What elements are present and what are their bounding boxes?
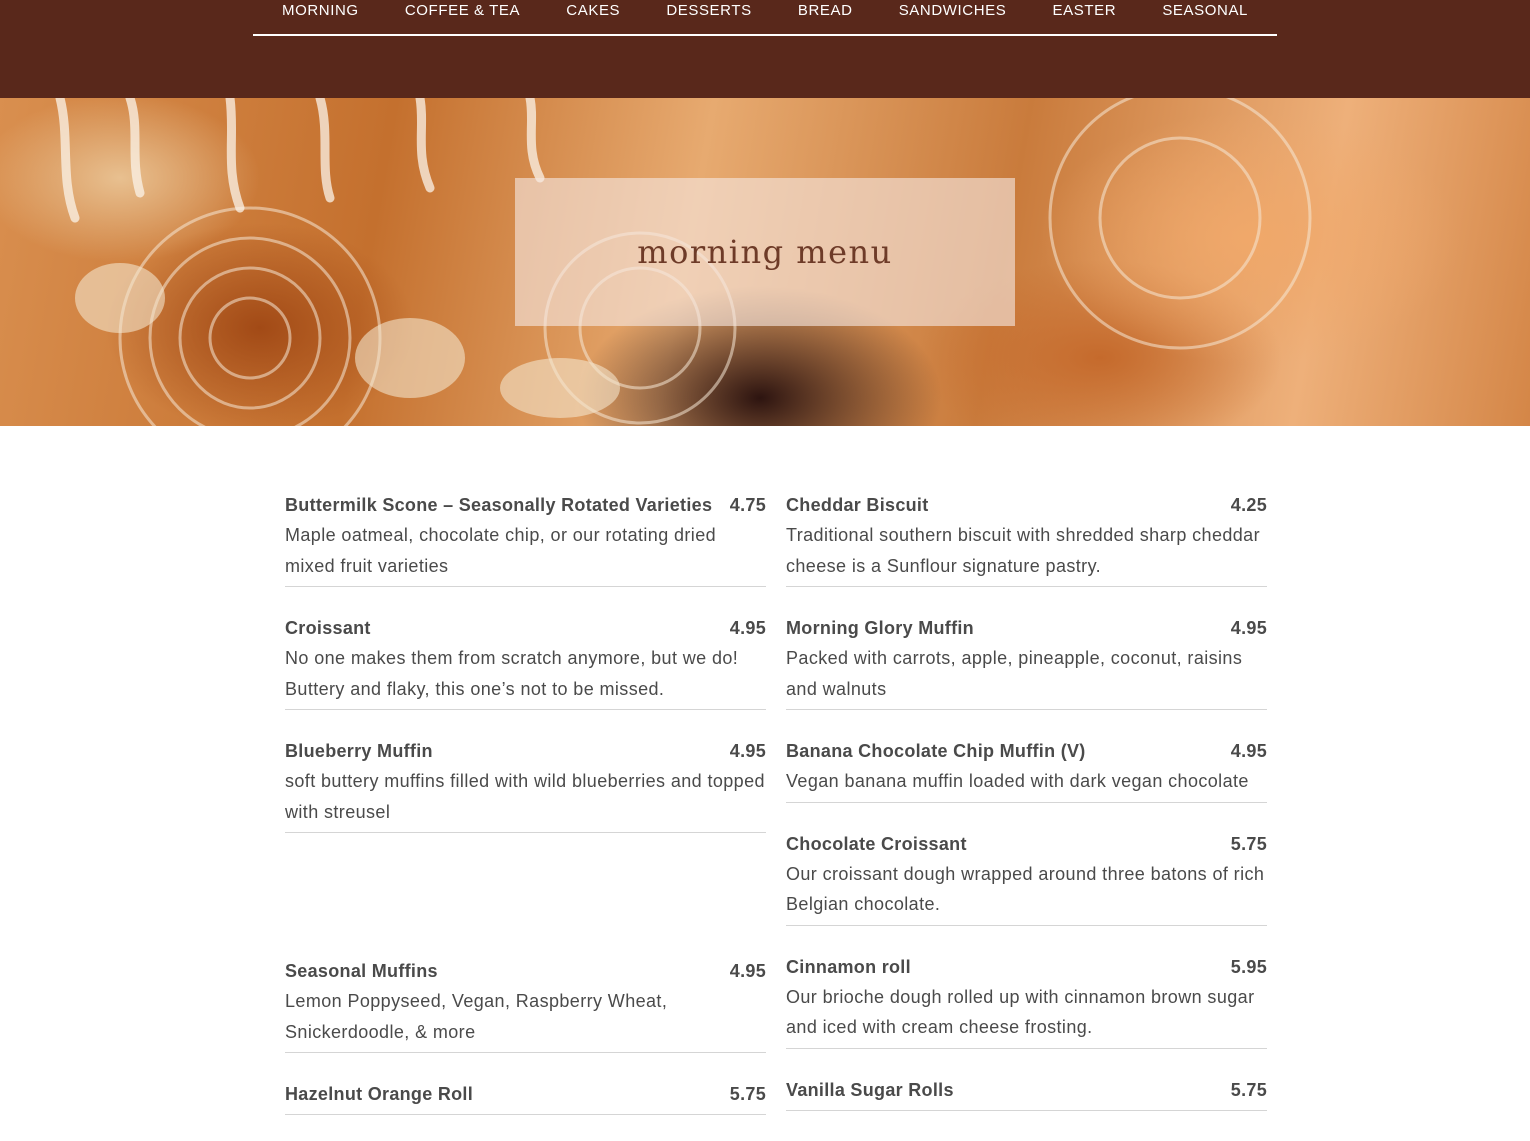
item-description: Vegan banana muffin loaded with dark vegan chocolate bbox=[786, 771, 1249, 791]
item-name: Cinnamon roll bbox=[786, 956, 911, 977]
nav-bread[interactable]: BREAD bbox=[797, 2, 853, 19]
nav-seasonal[interactable]: SEASONAL bbox=[1162, 2, 1248, 19]
item-price: 4.95 bbox=[1230, 741, 1267, 761]
item-price: 4.25 bbox=[1230, 495, 1267, 515]
nav-cakes[interactable]: CAKES bbox=[566, 2, 621, 19]
item-name: Hazelnut Orange Roll bbox=[285, 1084, 474, 1104]
item-price: 4.95 bbox=[1230, 618, 1267, 638]
menu-item bbox=[285, 613, 766, 710]
page-title-box bbox=[515, 178, 1015, 326]
nav-coffee-tea[interactable]: COFFEE & TEA bbox=[404, 2, 521, 19]
nav-sandwiches[interactable]: SANDWICHES bbox=[898, 2, 1007, 19]
item-price: 4.95 bbox=[729, 741, 766, 761]
main-nav bbox=[253, 0, 1277, 36]
top-navigation-bar bbox=[0, 0, 1530, 98]
item-name: Blueberry Muffin bbox=[285, 741, 433, 761]
item-price: 4.95 bbox=[729, 961, 766, 981]
item-price: 5.75 bbox=[1230, 833, 1267, 854]
item-description: Our brioche dough rolled up with cinnamon brown sugar and iced with cream cheese frosting. bbox=[786, 986, 1255, 1037]
menu-column-left bbox=[285, 490, 766, 1141]
column-spacer bbox=[285, 859, 766, 956]
nav-desserts[interactable]: DESSERTS bbox=[666, 2, 752, 19]
menu-item bbox=[786, 1075, 1267, 1111]
item-name: Banana Chocolate Chip Muffin (V) bbox=[786, 741, 1086, 761]
page-title: morning menu bbox=[637, 233, 893, 271]
item-description: Lemon Poppyseed, Vegan, Raspberry Wheat, Snickerdoodle, & more bbox=[285, 991, 668, 1042]
item-name: Seasonal Muffins bbox=[285, 961, 438, 981]
menu-item bbox=[285, 1079, 766, 1115]
menu-item bbox=[285, 956, 766, 1053]
item-name: Morning Glory Muffin bbox=[786, 618, 974, 638]
menu-item bbox=[285, 490, 766, 587]
item-price: 5.75 bbox=[1230, 1079, 1267, 1100]
item-price: 4.95 bbox=[729, 618, 766, 638]
menu-item bbox=[285, 736, 766, 833]
hero-banner-pastry-image bbox=[0, 98, 1530, 426]
item-name: Vanilla Sugar Rolls bbox=[786, 1079, 954, 1100]
item-name: Croissant bbox=[285, 618, 371, 638]
item-description: No one makes them from scratch anymore, but we do! Buttery and flaky, this one’s not to be missed. bbox=[285, 648, 739, 699]
item-name: Cheddar Biscuit bbox=[786, 495, 929, 515]
item-name: Chocolate Croissant bbox=[786, 833, 967, 854]
item-price: 5.95 bbox=[1230, 956, 1267, 977]
menu-item bbox=[786, 613, 1267, 710]
nav-morning[interactable]: MORNING bbox=[282, 2, 359, 19]
item-description: Packed with carrots, apple, pineapple, coconut, raisins and walnuts bbox=[786, 648, 1243, 699]
nav-easter[interactable]: EASTER bbox=[1052, 2, 1117, 19]
item-price: 5.75 bbox=[729, 1084, 766, 1104]
item-name: Buttermilk Scone – Seasonally Rotated Varieties bbox=[285, 495, 713, 515]
menu-item bbox=[786, 736, 1267, 803]
item-description: Traditional southern biscuit with shredded sharp cheddar cheese is a Sunflour signature pastry. bbox=[786, 525, 1260, 576]
item-description: Maple oatmeal, chocolate chip, or our rotating dried mixed fruit varieties bbox=[285, 525, 717, 576]
menu-item bbox=[786, 952, 1267, 1049]
item-description: soft buttery muffins filled with wild blueberries and topped with streusel bbox=[285, 771, 765, 822]
item-description: Our croissant dough wrapped around three batons of rich Belgian chocolate. bbox=[786, 863, 1265, 914]
item-price: 4.75 bbox=[729, 495, 766, 515]
menu-column-right bbox=[786, 490, 1267, 1137]
menu-item bbox=[786, 829, 1267, 926]
menu-item bbox=[786, 490, 1267, 587]
